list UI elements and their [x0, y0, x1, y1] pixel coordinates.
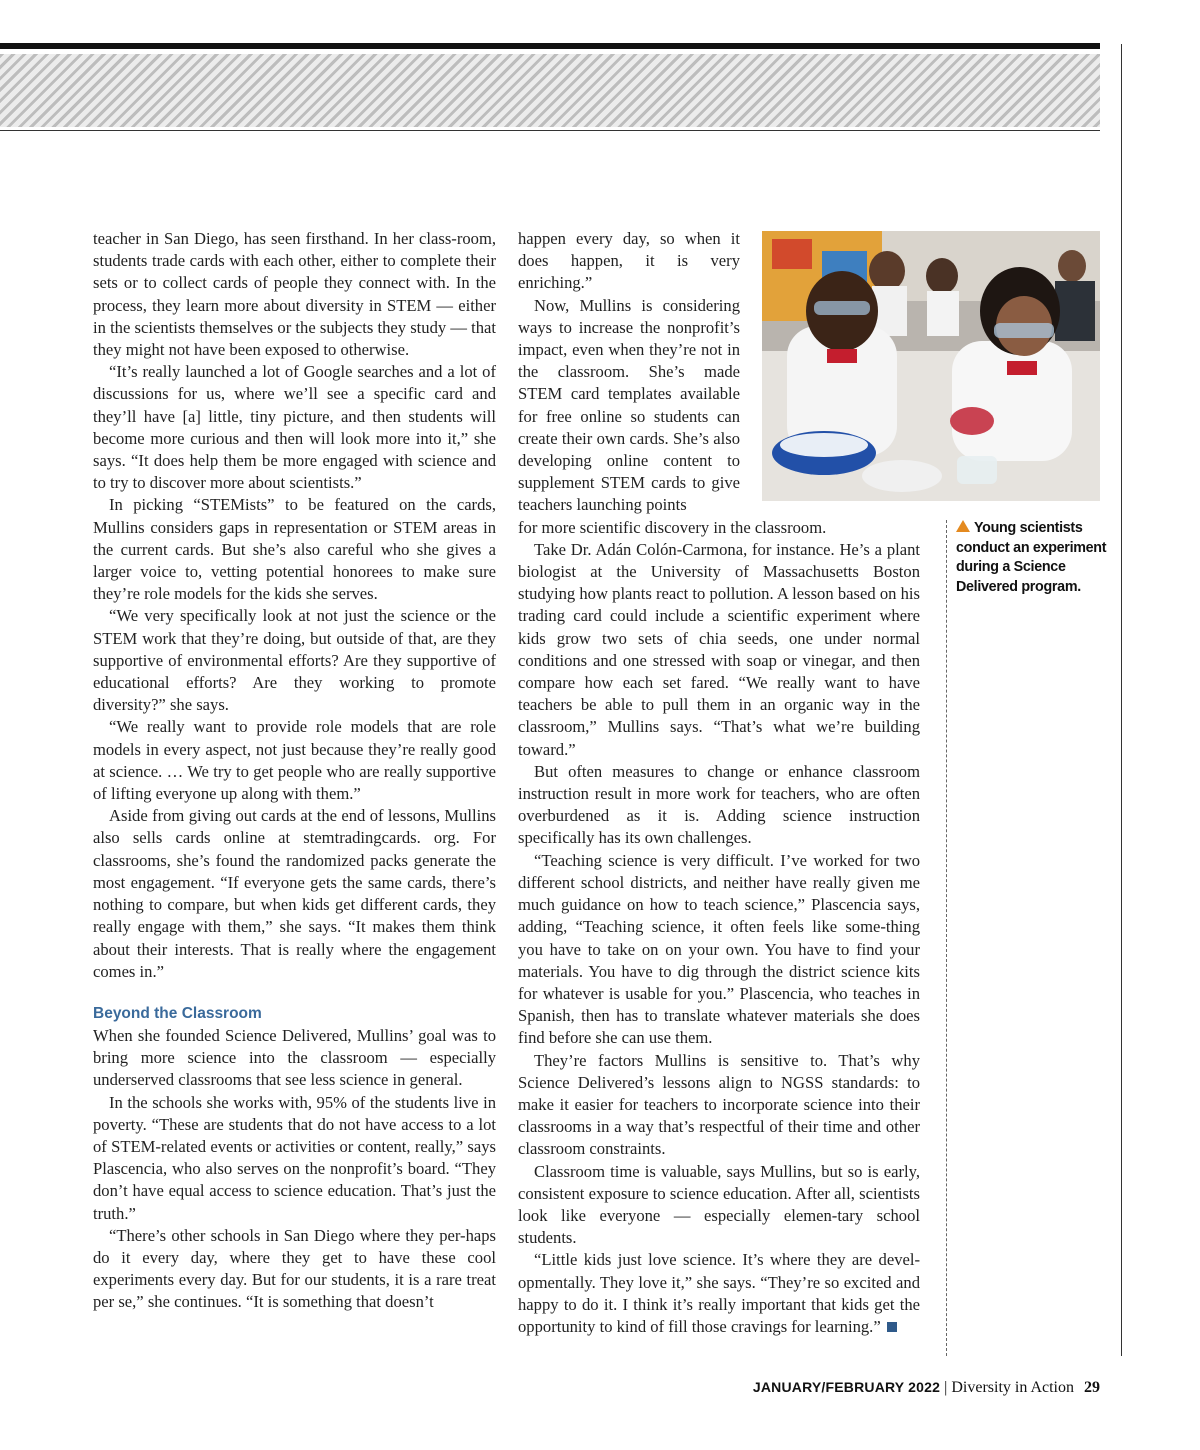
paragraph: “Teaching science is very difficult. I’ve worked for two different school districts, and neither have really given me much guidance on how to teach science,” Plascencia says, adding, “Teaching science, it often feels like some-thing you have to take on on your own. You have to find your materials. You have to dig through the district science kits for whatever is usable for you.” Plascencia, who teaches in Spanish, then has to translate whatever materials she does find before she can use them.: [518, 850, 920, 1048]
header-stripe-band: [0, 54, 1100, 127]
photo-caption: [956, 519, 1116, 597]
article-photo: [762, 231, 1100, 501]
page-footer: [753, 1379, 1100, 1397]
paragraph: When she founded Science Delivered, Mullins’ goal was to bring more science into the classroom — especially underserved classrooms that see less science in general.: [93, 1025, 496, 1090]
paragraph: They’re factors Mullins is sensitive to. That’s why Science Delivered’s lessons align to NGSS standards: to make it easier for teachers to incorporate science into their classrooms in a way that’s respectful of their time and other classroom constraints.: [518, 1050, 920, 1159]
paragraph: “There’s other schools in San Diego where they per-haps do it every day, where they get to have these cool experiments every day. But for our students, it is a rare treat per se,” she continues. “It is something that doesn’t: [93, 1225, 496, 1312]
paragraph: teacher in San Diego, has seen firsthand. In her class-room, students trade cards with each other, either to complete their sets or to collect cards of people they connect with. In the process, they learn more about diversity in STEM — either in the scientists themselves or the subjects they study — that they might not have been exposed to otherwise.: [93, 229, 496, 360]
footer-separator: |: [944, 1379, 948, 1396]
paragraph: for more scientific discovery in the classroom.: [518, 517, 827, 537]
section-heading: Beyond the Classroom: [93, 1004, 262, 1022]
right-page-rule: [1121, 44, 1122, 1356]
paragraph: Aside from giving out cards at the end of lessons, Mullins also sells cards online at stemtradingcards. org. For classrooms, she’s found the randomized packs generate the most engagement. “If everyone gets the same cards, there’s nothing to compare, but when kids get different cards, they really engage with them,” she says. “It makes them think about their interests. That is really where the engagement comes in.”: [93, 806, 496, 981]
paragraph: But often measures to change or enhance classroom instruction result in more work for teachers, who are often overburdened as it is. Adding science instruction specifically has its own challenges.: [518, 761, 920, 848]
page-number: 29: [1084, 1379, 1100, 1396]
paragraph: [518, 1249, 920, 1338]
paragraph: “We really want to provide role models that are role models in every aspect, not just because they’re really good at science. … We try to get people who are really supportive of lifting everyone up along with them.”: [93, 717, 496, 804]
paragraph: happen every day, so when it does happen, it is very enriching.”: [518, 229, 740, 293]
magazine-name: Diversity in Action: [951, 1379, 1074, 1396]
caption-divider: [946, 520, 947, 1356]
paragraph: In picking “STEMists” to be featured on the cards, Mullins considers gaps in representation or STEM areas in the current cards. But she’s also careful who she gives a larger voice to, vetting potential honorees to make sure they’re role models for the kids she serves.: [93, 495, 496, 604]
header-rule: [0, 130, 1100, 131]
text-beside-photo: [518, 228, 740, 517]
paragraph-text: “Little kids just love science. It’s where they are devel-opmentally. They love it,” she says. “They’re so excited and happy to do it. I think it’s really important that kids get the opportunity to kind of fill those cravings for learning.”: [518, 1250, 920, 1336]
issue-date: JANUARY/FEBRUARY 2022: [752, 1379, 941, 1395]
paragraph: Take Dr. Adán Colón-Carmona, for instance. He’s a plant biologist at the University of Massachusetts Boston studying how plants react to pollution. A lesson based on his trading card could include a scientific experiment where kids grow two sets of chia seeds, one under normal conditions and one stressed with soap or vinegar, and then compare how each set fared. “We really want to have teachers be able to pull them in an organic way in the classroom,” Mullins says. “That’s what we’re building toward.”: [518, 539, 920, 759]
end-mark-icon: [887, 1322, 897, 1332]
top-rule: [0, 43, 1100, 49]
article-column-1: [93, 228, 496, 1314]
paragraph: “We very specifically look at not just the science or the STEM work that they’re doing, but outside of that, are they supportive of environmental efforts? Are they supportive of educational efforts? Are they working to promote diversity?” she says.: [93, 606, 496, 715]
paragraph: “It’s really launched a lot of Google searches and a lot of discussions for us, where we’ll see a specific card and they’ll have [a] little, tiny picture, and then students will become more curious and then will look more into it,” she says. “It does help them be more engaged with science and to try to discover more about scientists.”: [93, 362, 496, 493]
paragraph: In the schools she works with, 95% of the students live in poverty. “These are students that do not have access to a lot of STEM-related events or activities or content, really,” says Plascencia, who also serves on the nonprofit’s board. “They don’t have equal access to science education. That’s just the truth.”: [93, 1092, 496, 1223]
triangle-up-icon: [956, 520, 970, 532]
paragraph: Classroom time is valuable, says Mullins, but so is early, consistent exposure to science education. After all, scientists look like everyone — especially elemen-tary school students.: [518, 1161, 920, 1248]
caption-text: Young scientists conduct an experiment during a Science Delivered program.: [956, 520, 1107, 595]
paragraph: Now, Mullins is considering ways to increase the nonprofit’s impact, even when they’re not in the classroom. She’s made STEM card templates available for free online so students can create their own cards. She’s also developing online content to supplement STEM cards to give teachers launching points: [518, 295, 740, 515]
